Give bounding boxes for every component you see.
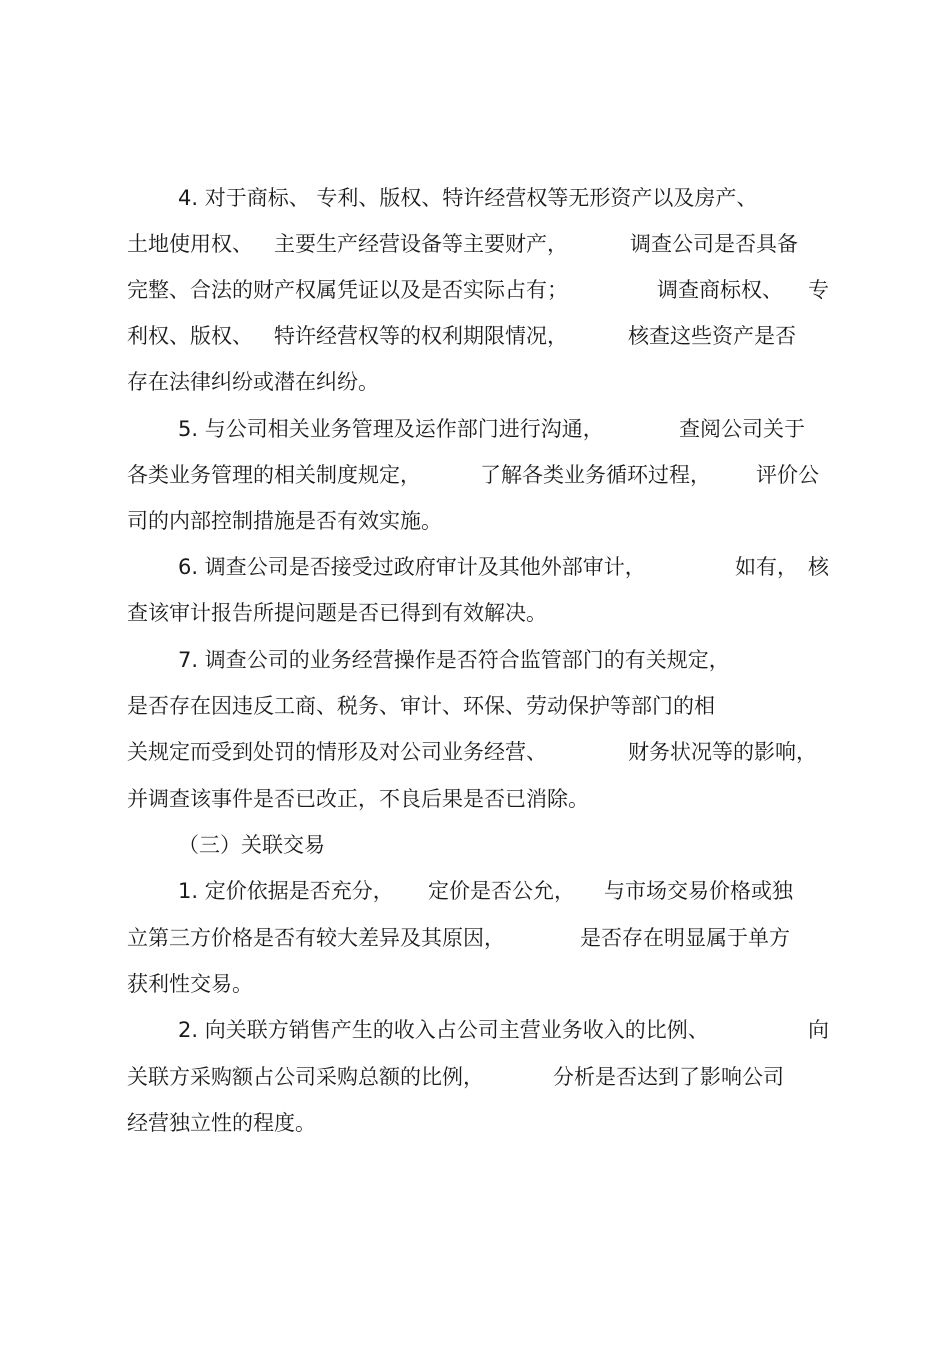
text-segment: 特许经营权等的权利期限情况， [274,324,568,348]
text-segment: 评价公 [756,463,819,487]
text-segment: 6. 调查公司是否接受过政府审计及其他外部审计， [178,555,646,579]
text-segment: 完整、合法的财产权属凭证以及是否实际占有； [127,278,568,302]
text-segment: 分析是否达到了影响公司 [553,1065,784,1089]
text-segment: 关规定而受到处罚的情形及对公司业务经营、 [127,740,547,764]
text-segment: 4. 对于商标、 专利、版权、特许经营权等无形资产以及房产、 [178,186,758,210]
text-segment: 各类业务管理的相关制度规定， [127,463,421,487]
text-segment: 是否存在因违反工商、税务、审计、环保、劳动保护等部门的相 [127,694,715,718]
text-segment: （三）关联交易 [178,833,325,857]
text-segment: 专 [808,278,829,302]
text-segment: 2. 向关联方销售产生的收入占公司主营业务收入的比例、 [178,1018,709,1042]
text-segment: 调查公司是否具备 [630,232,798,256]
text-segment: 获利性交易。 [127,972,253,996]
text-segment: 司的内部控制措施是否有效实施。 [127,509,442,533]
text-segment: 核 [808,555,829,579]
text-segment: 了解各类业务循环过程， [480,463,711,487]
text-segment: 核查这些资产是否 [628,324,796,348]
text-segment: 1. 定价依据是否充分， [178,879,394,903]
text-segment: 并调查该事件是否已改正，不良后果是否已消除。 [127,787,589,811]
text-segment: 存在法律纠纷或潜在纠纷。 [127,370,379,394]
text-segment: 财务状况等的影响， [628,740,817,764]
text-segment: 查阅公司关于 [679,417,805,441]
text-segment: 查该审计报告所提问题是否已得到有效解决。 [127,601,547,625]
text-segment: 关联方采购额占公司采购总额的比例， [127,1065,484,1089]
text-segment: 调查商标权、 [657,278,783,302]
text-segment: 主要生产经营设备等主要财产， [274,232,568,256]
text-segment: 是否存在明显属于单方 [580,926,790,950]
text-segment: 利权、版权、 [127,324,253,348]
text-segment: 土地使用权、 [127,232,253,256]
text-segment: 经营独立性的程度。 [127,1111,316,1135]
text-segment: 定价是否公允， [428,879,575,903]
text-segment: 5. 与公司相关业务管理及运作部门进行沟通， [178,417,604,441]
text-segment: 向 [808,1018,829,1042]
text-segment: 立第三方价格是否有较大差异及其原因， [127,926,505,950]
text-segment: 如有， [735,555,798,579]
text-segment: 与市场交易价格或独 [604,879,793,903]
text-segment: 7. 调查公司的业务经营操作是否符合监管部门的有关规定， [178,648,730,672]
